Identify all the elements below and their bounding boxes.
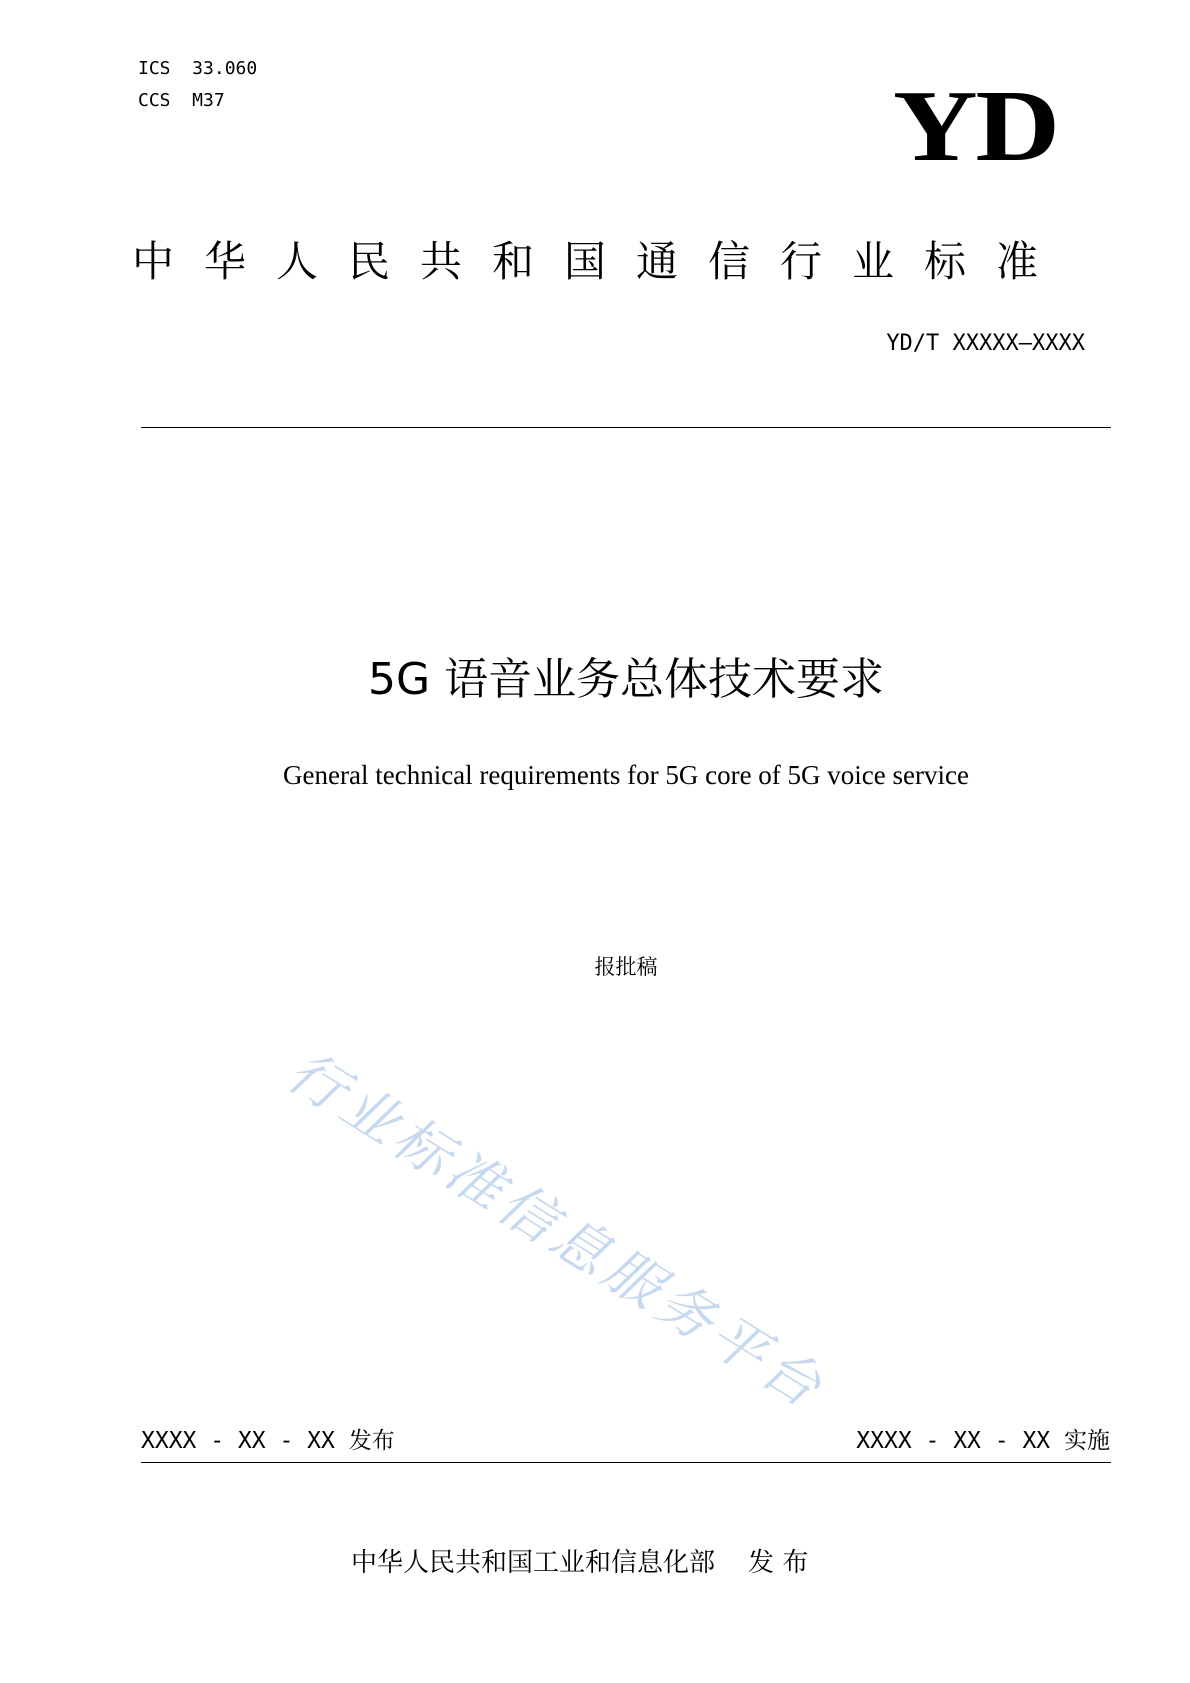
document-title: 5G 语音业务总体技术要求 xyxy=(367,654,885,705)
publisher: 中华人民共和国工业和信息化部 发 布 xyxy=(351,1548,809,1578)
ics-code: ICS 33.060 xyxy=(138,58,258,79)
publish-date: XXXX - XX - XX 发布 xyxy=(141,1428,395,1454)
top-divider xyxy=(141,427,1111,428)
bottom-divider xyxy=(141,1462,1111,1463)
watermark: 行业标准信息服务平台 xyxy=(276,1039,837,1423)
ccs-code: CCS M37 xyxy=(138,90,225,111)
standard-title: 中华人民共和国通信行业标准 xyxy=(132,237,1069,286)
yd-logo: YD xyxy=(893,70,1058,183)
document-subtitle: General technical requirements for 5G core of 5G voice service xyxy=(283,760,969,790)
draft-status: 报批稿 xyxy=(594,955,658,979)
standard-number: YD/T XXXXX—XXXX xyxy=(886,331,1085,356)
effective-date: XXXX - XX - XX 实施 xyxy=(856,1428,1110,1454)
